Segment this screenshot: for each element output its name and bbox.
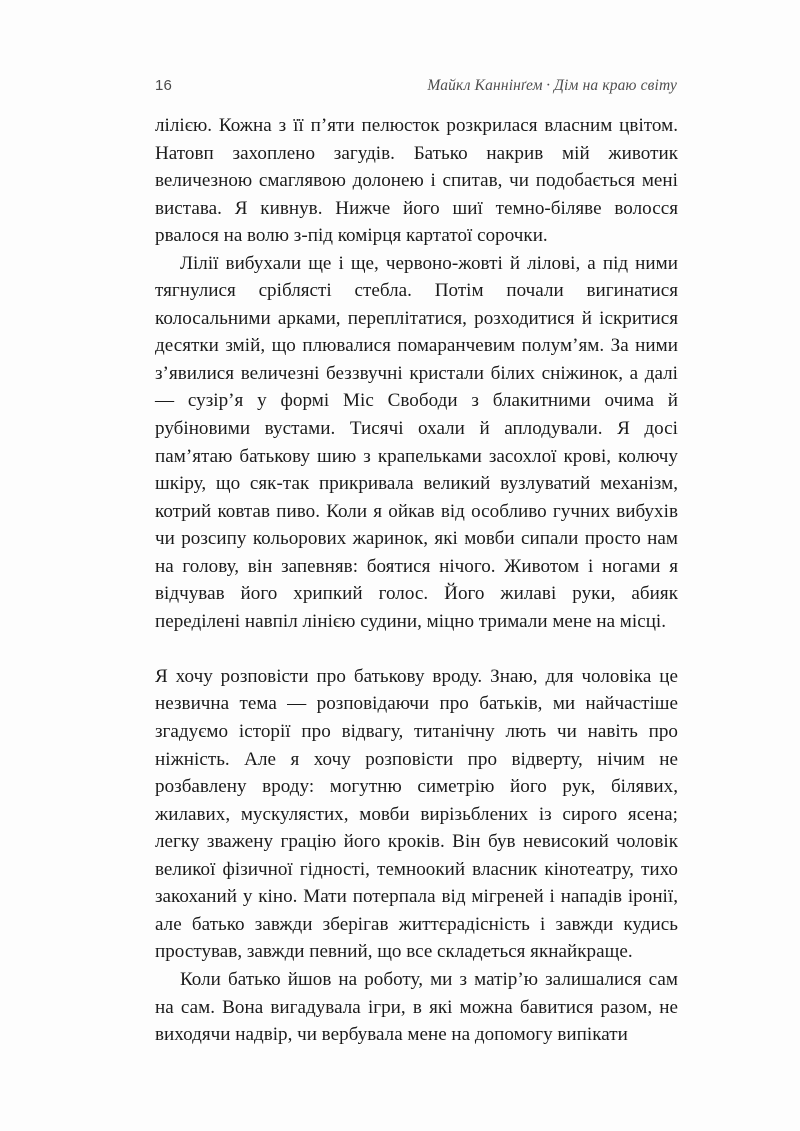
paragraph-continued: лілією. Кожна з її п’яти пелюсток розкрилася власним цвітом. Натовп захоплено загудів. Батько накрив мій животик величезною смаглявою долонею і спитав, чи подобається мені вистава. Я кивнув. Нижче його шиї темно-біляве волосся рвалося на волю з-під комірця картатої сорочки. xyxy=(155,115,678,247)
running-head-book-title: Дім на краю світу xyxy=(554,77,677,94)
paragraph-beauty: Я хочу розповісти про батькову вроду. Знаю, для чоловіка це незвична тема — розповідаючи про батьків, ми найчастіше згадуємо історії про відвагу, титанічну лють чи навіть про ніжність. Але я хочу розповісти про відверту, нічим не розбавлену вроду: могутню симетрію його рук, білявих, жилавих, мускулястих, мовби вирізьблених із сирого ясена; легку зважену грацію його кроків. Він був невисокий чоловік великої фізичної гідності, темноокий власник кінотеатру, тихо закоханий у кіно. Мати потерпала від мігреней і нападів іронії, але батько завжди зберігав життєрадісність і завжди кудись простував, завжди певний, що все складеться якнайкраще. xyxy=(155,665,678,963)
page-number: 16 xyxy=(155,77,173,94)
paragraph-lilies: Лілії вибухали ще і ще, червоно-жовті й лілові, а під ними тягнулися сріблясті стебла. Потім почали вигинатися колосальними арками, переплітатися, розходитися й іскритися десятки змій, що плювалися помаранчевим полум’ям. За ними з’явилися величезні беззвучні кристали білих сніжинок, а далі — сузір’я у формі Міс Свободи з блакитними очима й рубіновими вустами. Тисячі охали й аплодували. Я досі пам’ятаю батькову шию з крапельками засохлої крові, колючу шкіру, що сяк-так прикривала великий вузлуватий механізм, котрий ковтав пиво. Коли я ойкав від особливо гучних вибухів чи розсипу кольорових жаринок, які мовби сипали просто нам на голову, він запевняв: боятися нічого. Животом і ногами я відчував його хрипкий голос. Його жилаві руки, абияк переділені навпіл лінією судини, міцно тримали мене на місці. xyxy=(155,252,678,632)
running-head-title xyxy=(427,78,677,94)
paragraph-spacer xyxy=(155,635,678,663)
running-head-author: Майкл Каннінґем xyxy=(427,77,543,94)
body-text xyxy=(155,112,678,1049)
running-head xyxy=(155,78,677,102)
paragraph-mother: Коли батько йшов на роботу, ми з матір’ю залишалися сам на сам. Вона вигадувала ігри, в які можна бавитися разом, не виходячи надвір, чи вербувала мене на допомогу випікати xyxy=(155,968,678,1046)
running-head-separator: · xyxy=(545,77,552,94)
